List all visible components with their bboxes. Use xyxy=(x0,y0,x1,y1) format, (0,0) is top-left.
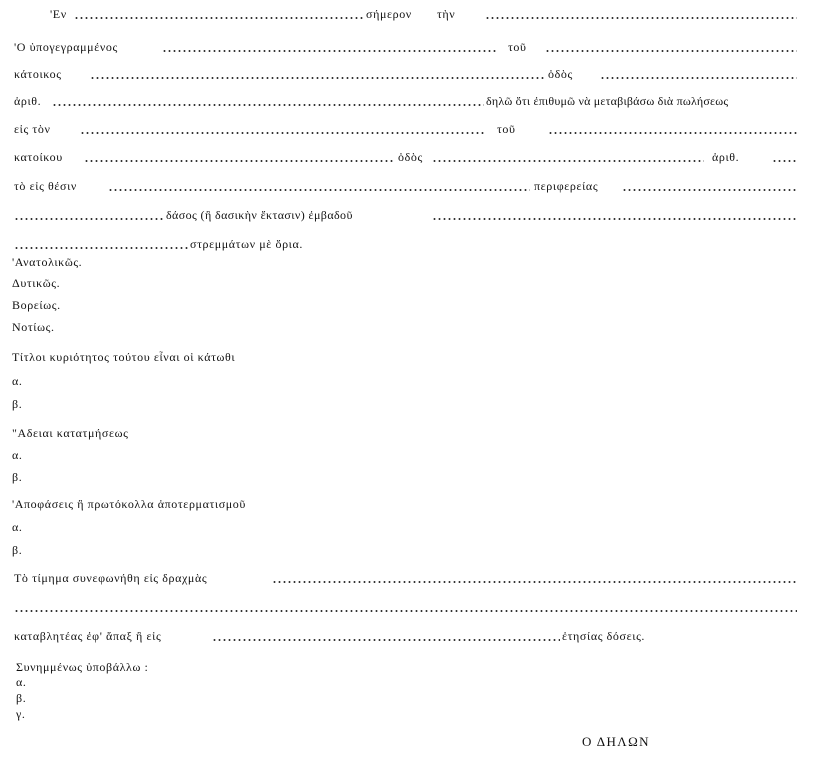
titles-heading xyxy=(0,346,817,368)
attachments-item-c xyxy=(0,703,817,725)
buyer-street-label: ὁδὸς xyxy=(398,150,423,164)
number-label: ἀριθ. xyxy=(14,94,42,108)
boundary-west-label: Δυτικῶς. xyxy=(12,276,61,290)
titles-item-b-label: β. xyxy=(12,397,23,411)
buyer-street-field[interactable] xyxy=(432,160,704,162)
region-label: περιφερείας xyxy=(534,179,599,193)
forest-prefix-field[interactable] xyxy=(14,218,164,220)
area-field[interactable] xyxy=(432,218,797,220)
installments-label: ἐτησίας δόσεις. xyxy=(562,629,646,643)
boundary-north xyxy=(0,294,817,316)
permits-item-a-label: α. xyxy=(12,448,23,462)
street-label: ὁδὸς xyxy=(548,67,573,81)
stremmata-label: στρεμμάτων μὲ ὅρια. xyxy=(190,237,303,251)
date-field[interactable] xyxy=(485,17,797,19)
region-field[interactable] xyxy=(622,189,797,191)
to-label: εἰς τὸν xyxy=(14,122,51,136)
signature-label: Ο ΔΗΛΩΝ xyxy=(582,734,650,749)
to-line xyxy=(0,118,817,140)
permits-item-b xyxy=(0,466,817,488)
titles-item-b xyxy=(0,393,817,415)
attachments-heading-label: Συνημμένως ὑποβάλλω : xyxy=(16,660,149,674)
decisions-item-a xyxy=(0,516,817,538)
attachments-item-b-label: β. xyxy=(16,691,27,705)
price-field[interactable] xyxy=(272,581,797,583)
boundary-east-label: 'Ανατολικῶς. xyxy=(12,255,83,269)
the-label: τὴν xyxy=(437,7,456,21)
buyer-number-field[interactable] xyxy=(772,160,797,162)
decisions-heading xyxy=(0,493,817,515)
titles-item-a-label: α. xyxy=(12,374,23,388)
place-prefix: 'Εν xyxy=(50,7,67,21)
boundary-east xyxy=(0,251,817,273)
price-continuation-line xyxy=(0,596,817,618)
buyer-name-field[interactable] xyxy=(80,132,485,134)
permits-item-a xyxy=(0,444,817,466)
boundary-north-label: Βορείως. xyxy=(12,298,61,312)
forest-line xyxy=(0,204,817,226)
number-line xyxy=(0,90,817,112)
decisions-item-a-label: α. xyxy=(12,520,23,534)
permits-item-b-label: β. xyxy=(12,470,23,484)
price-continuation-field[interactable] xyxy=(14,610,797,612)
forest-label: δάσος (ἢ δασικὴν ἔκτασιν) ἐμβαδοῦ xyxy=(166,208,353,222)
buyer-number-label: ἀριθ. xyxy=(712,150,740,164)
buyer-of-label: τοῦ xyxy=(497,122,516,136)
permits-heading xyxy=(0,422,817,444)
buyer-resident-label: κατοίκου xyxy=(14,150,63,164)
location-label: τὸ εἰς θέσιν xyxy=(14,179,77,193)
boundary-south-label: Νοτίως. xyxy=(12,320,55,334)
buyer-resident-line xyxy=(0,146,817,168)
boundary-south xyxy=(0,316,817,338)
payable-label: καταβλητέας ἐφ' ἅπαξ ἢ εἰς xyxy=(14,629,162,643)
father-name-field[interactable] xyxy=(545,50,797,52)
titles-heading-label: Τίτλοι κυριότητος τούτου εἶναι οἱ κάτωθι xyxy=(12,350,236,364)
permits-heading-label: "Αδειαι κατατμήσεως xyxy=(12,426,129,440)
resident-label: κάτοικος xyxy=(14,67,62,81)
today-label: σήμερον xyxy=(366,7,412,21)
number-field[interactable] xyxy=(52,104,484,106)
installments-field[interactable] xyxy=(212,639,560,641)
resident-city-field[interactable] xyxy=(90,77,545,79)
buyer-father-field[interactable] xyxy=(548,132,797,134)
location-field[interactable] xyxy=(108,189,530,191)
location-line xyxy=(0,175,817,197)
resident-line xyxy=(0,63,817,85)
stremmata-field[interactable] xyxy=(14,247,189,249)
of-label: τοῦ xyxy=(508,40,527,54)
buyer-city-field[interactable] xyxy=(84,160,394,162)
decisions-item-b xyxy=(0,539,817,561)
date-line xyxy=(0,3,817,25)
attachments-item-c-label: γ. xyxy=(16,707,26,721)
decisions-item-b-label: β. xyxy=(12,543,23,557)
payable-line xyxy=(0,625,817,647)
undersigned-label: 'Ο ὑπογεγραμμένος xyxy=(14,40,118,54)
undersigned-line xyxy=(0,36,817,58)
price-label: Τὸ τίμημα συνεφωνήθη εἰς δραχμὰς xyxy=(14,571,208,585)
boundary-west xyxy=(0,272,817,294)
price-line xyxy=(0,567,817,589)
undersigned-name-field[interactable] xyxy=(162,50,497,52)
street-field[interactable] xyxy=(600,77,797,79)
attachments-item-a-label: α. xyxy=(16,675,27,689)
declaration-text: δηλῶ ὅτι ἐπιθυμῶ νὰ μεταβιβάσω διὰ πωλήσεως xyxy=(486,94,729,108)
titles-item-a xyxy=(0,370,817,392)
place-field[interactable] xyxy=(74,17,364,19)
decisions-heading-label: 'Αποφάσεις ἢ πρωτόκολλα ἀποτερματισμοῦ xyxy=(12,497,246,511)
